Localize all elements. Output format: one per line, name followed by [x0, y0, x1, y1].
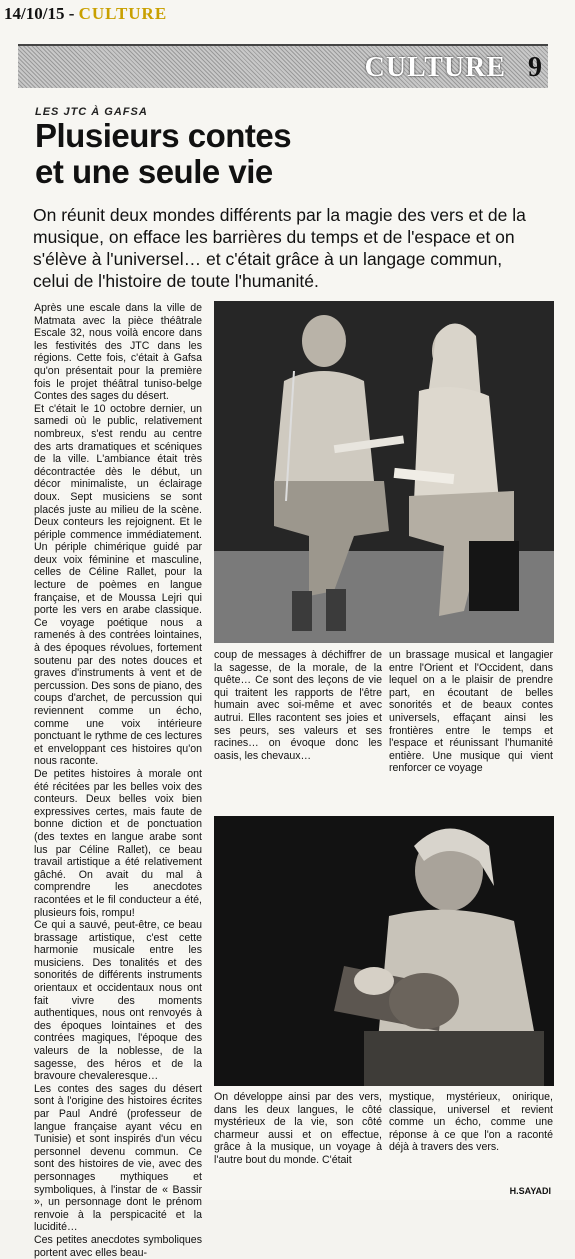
headline — [35, 118, 291, 190]
section-banner — [18, 44, 548, 88]
paragraph: mystique, mystérieux, onirique, classique, universel et revient comme un écho, comme une réponse à ce que l'on a raconté déjà à travers des vers. — [389, 1091, 553, 1154]
paragraph: un brassage musical et langagier entre l'Orient et l'Occident, dans lequel on a le plaisir de prendre part, en écoutant de belles sonorités et de beaux contes universels, effaçant ainsi les frontières entre le temps et l'espace et réunissant l'humanité entière. Une musique qui vient renforcer ce voyage — [389, 649, 553, 775]
photo-storytellers — [214, 301, 554, 643]
paragraph: Les contes des sages du désert sont à l'origine des histoires écrites par Paul André (professeur de langue française ayant vécu en Tunisie) et sont inspirés d'un vécu personnel devenu commun. Ce sont des histoires de vie, avec des personnages mythiques et symboliques, à l'instar de « Bassir », un personnage dont le prénom renvoie à la perspicacité et la lucidité… — [34, 1082, 202, 1234]
author-credit: H.SAYADI — [509, 1186, 551, 1196]
paragraph: Et c'était le 10 octobre dernier, un samedi où le public, relativement nombreux, s'est rendu au centre des arts dramatiques et scéniques de la ville. L'ambiance était très décontractée dès le début, un décor minimaliste, un éclairage doux. Sept musiciens se sont placés juste au milieu de la scène. Deux conteurs les rejoignent. Et le périple commence immédiatement. Un périple chimérique guidé par deux voix féminine et masculine, celles de Céline Rallet, pour la lecture de poèmes en langue française, et de Moussa Lejri qui porte les vers en arabe classique. Ce voyage poétique nous a ramenés à des contrées lointaines, à des époques révolues, fortement soutenu par des notes douces et graves d'instruments à vent et de percussion. Des sons de piano, des coups d'archet, de percussion qui reviennent comme un écho, comme une voix intérieure ponctuant le rythme de ces lectures et enveloppant ces histoires qu'on nous raconte. — [34, 402, 202, 768]
body-column-5 — [389, 1091, 553, 1191]
paragraph: coup de messages à déchiffrer de la sagesse, de la morale, de la quête… Ce sont des leçons de vie qui traitent les rapports de l'être humain avec soi-même et avec autrui. Elles racontent ses joies et ses peurs, ses valeurs et ses racines… on évoque donc les oasis, les chevaux… — [214, 649, 382, 762]
dateline — [4, 4, 167, 24]
paragraph: Après une escale dans la ville de Matmata avec la pièce théâtrale Escale 32, nous voilà encore dans les festivités des JTC dans les régions. Cette fois, c'était à Gafsa qu'on présentait pour la première fois le projet théâtral tuniso-belge Contes des sages du désert. — [34, 302, 202, 403]
kicker: LES JTC À GAFSA — [35, 106, 148, 118]
section-banner-title: CULTURE — [364, 52, 506, 83]
page-number: 9 — [528, 52, 542, 83]
headline-line-2: et une seule vie — [35, 153, 273, 190]
body-column-3 — [389, 649, 553, 809]
paragraph: On développe ainsi par des vers, dans les deux langues, le côté mystérieux de la vie, son côté charmeur aussi et on effectue, grâce à la musique, un voyage à l'autre bout du monde. C'était — [214, 1091, 382, 1166]
body-column-4 — [214, 1091, 382, 1199]
paragraph: Ce qui a sauvé, peut-être, ce beau brassage artistique, c'est cette harmonie musicale entre les musiciens. Des tonalités et des sonorités de différents instruments orientaux et occidentaux nous ont fait vivre des moments authentiques, nous ont renvoyés à des époques lointaines et des contrées magiques, l'époque des valeurs de la noblesse, de la sagesse, des héros et de la bravoure chevaleresque… — [34, 919, 202, 1083]
photo-musician — [214, 816, 554, 1086]
body-column-2 — [214, 649, 382, 809]
date: 14/10/15 - — [4, 4, 75, 23]
headline-line-1: Plusieurs contes — [35, 117, 292, 154]
paragraph: De petites histoires à morale ont été récitées par les belles voix des conteurs. Deux belles voix bien expressives certes, mais faute de bonne diction et de ponctuation (des textes en langue arabe sont lus par Céline Rallet), ce beau travail artistique a été relativement gâché. On avait du mal à comprendre les anecdotes racontées et le fil conducteur a été, plusieurs fois, rompu! — [34, 767, 202, 919]
lead-paragraph: On réunit deux mondes différents par la magie des vers et de la musique, on efface les barrières du temps et de l'espace et on s'élève à l'universel… et c'était grâce à un langage commun, celui de l'histoire de toute l'humanité. — [33, 205, 526, 291]
body-column-1 — [34, 302, 202, 1259]
section-label: CULTURE — [78, 4, 168, 23]
photo-musician-image — [214, 816, 554, 1086]
photo-storytellers-image — [214, 301, 554, 643]
paragraph: Ces petites anecdotes symboliques portent avec elles beau- — [34, 1233, 202, 1259]
